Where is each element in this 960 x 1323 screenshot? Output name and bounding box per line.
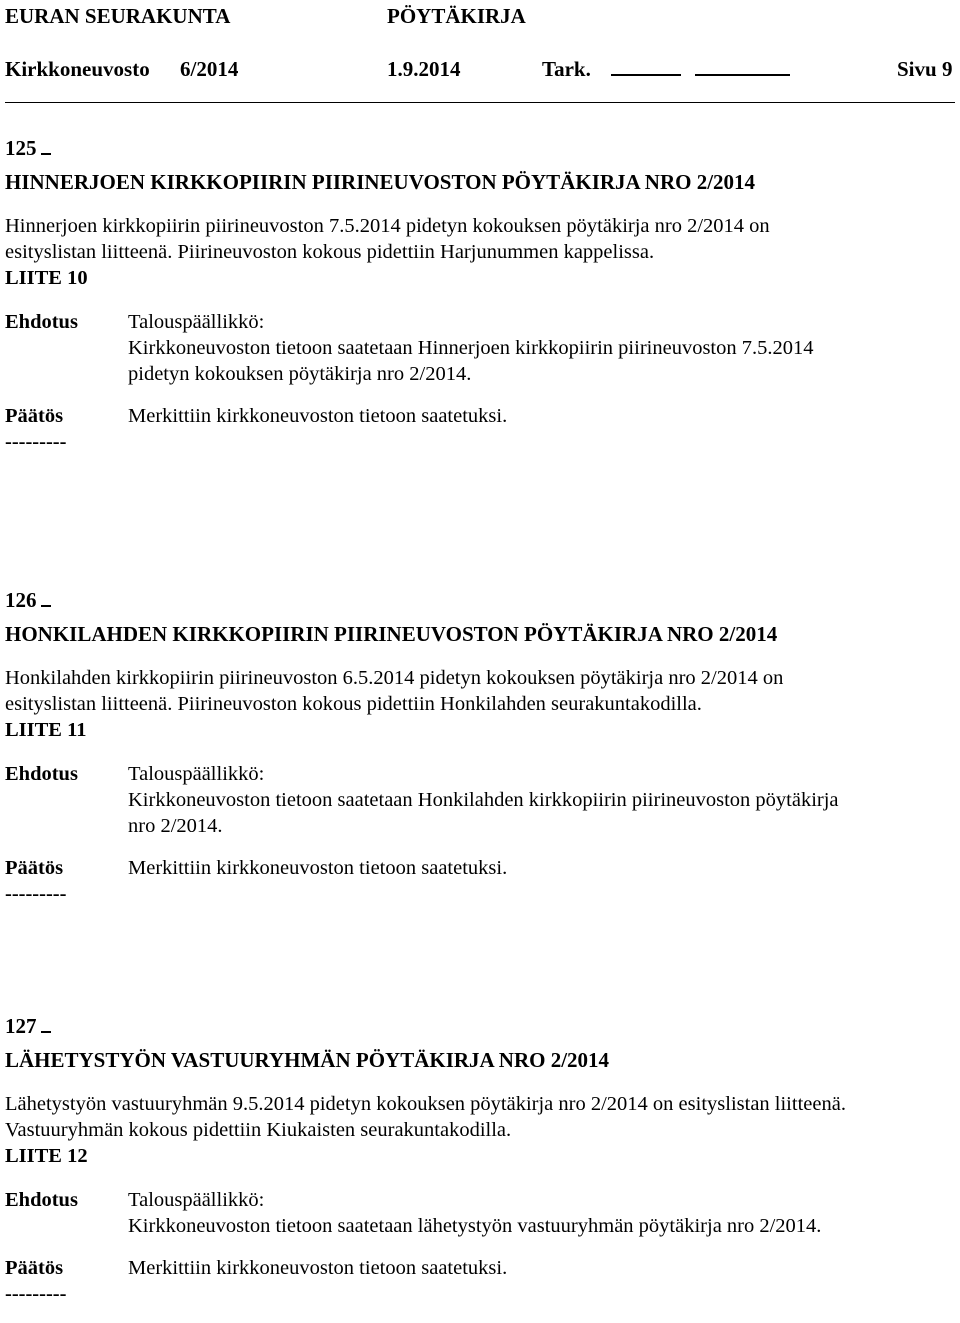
page-number: Sivu 9	[897, 57, 953, 81]
body-line: esityslistan liitteenä. Piirineuvoston kokous pidettiin Harjunummen kappelissa.	[5, 241, 655, 263]
paatos-label: Päätös	[5, 857, 64, 879]
section-body	[5, 1091, 955, 1169]
section-end-dashes: ---------	[5, 1283, 67, 1305]
ehdotus-row	[5, 309, 955, 387]
section-126	[5, 587, 955, 907]
section-title: LÄHETYSTYÖN VASTUURYHMÄN PÖYTÄKIRJA NRO 2/2014	[5, 1048, 610, 1072]
body-line: Hinnerjoen kirkkopiirin piirineuvoston 7.5.2014 pidetyn kokouksen pöytäkirja nro 2/2014 on	[5, 215, 770, 237]
ehdotus-label: Ehdotus	[5, 311, 78, 333]
signature-blank-2	[695, 56, 790, 82]
section-body	[5, 665, 955, 743]
attachment-label: LIITE 10	[5, 267, 88, 289]
ehdotus-line: Talouspäällikkö:	[128, 763, 265, 785]
paatos-label: Päätös	[5, 1257, 64, 1279]
doc-type: PÖYTÄKIRJA	[387, 4, 526, 28]
section-125	[5, 135, 955, 455]
paatos-row	[5, 1255, 955, 1281]
signature-blank-1	[611, 56, 681, 82]
attachment-label: LIITE 12	[5, 1145, 88, 1167]
ehdotus-line: pidetyn kokouksen pöytäkirja nro 2/2014.	[128, 363, 472, 385]
ehdotus-line: Talouspäällikkö:	[128, 311, 265, 333]
section-end-dashes: ---------	[5, 883, 67, 905]
ehdotus-row	[5, 1187, 955, 1239]
paatos-text: Merkittiin kirkkoneuvoston tietoon saatetuksi.	[128, 405, 508, 427]
section-body	[5, 213, 955, 291]
paatos-row	[5, 403, 955, 429]
ehdotus-line: Kirkkoneuvoston tietoon saatetaan lähetystyön vastuuryhmän pöytäkirja nro 2/2014.	[128, 1215, 822, 1237]
body-line: Lähetystyön vastuuryhmän 9.5.2014 pidetyn kokouksen pöytäkirja nro 2/2014 on esityslistan liitteenä.	[5, 1093, 846, 1115]
section-number: 125	[5, 135, 955, 161]
body-line: esityslistan liitteenä. Piirineuvoston kokous pidettiin Honkilahden seurakuntakodilla.	[5, 693, 702, 715]
section-number: 127	[5, 1013, 955, 1039]
section-title: HONKILAHDEN KIRKKOPIIRIN PIIRINEUVOSTON PÖYTÄKIRJA NRO 2/2014	[5, 622, 778, 646]
body-line: Vastuuryhmän kokous pidettiin Kiukaisten seurakuntakodilla.	[5, 1119, 512, 1141]
section-title: HINNERJOEN KIRKKOPIIRIN PIIRINEUVOSTON PÖYTÄKIRJA NRO 2/2014	[5, 170, 756, 194]
attachment-label: LIITE 11	[5, 719, 87, 741]
section-127	[5, 1013, 955, 1307]
ehdotus-label: Ehdotus	[5, 1189, 78, 1211]
meeting-number: 6/2014	[180, 57, 239, 81]
body-line: Honkilahden kirkkopiirin piirineuvoston 6.5.2014 pidetyn kokouksen pöytäkirja nro 2/2014 on	[5, 667, 784, 689]
meeting-body: Kirkkoneuvosto	[5, 57, 150, 81]
paatos-text: Merkittiin kirkkoneuvoston tietoon saatetuksi.	[128, 857, 508, 879]
ehdotus-row	[5, 761, 955, 839]
header-divider	[5, 102, 955, 103]
header-row-meta	[5, 56, 955, 82]
meeting-date: 1.9.2014	[387, 57, 461, 81]
paatos-text: Merkittiin kirkkoneuvoston tietoon saatetuksi.	[128, 1257, 508, 1279]
tark-label: Tark.	[542, 57, 591, 81]
section-number: 126	[5, 587, 955, 613]
paatos-row	[5, 855, 955, 881]
section-end-dashes: ---------	[5, 431, 67, 453]
ehdotus-line: Talouspäällikkö:	[128, 1189, 265, 1211]
ehdotus-line: Kirkkoneuvoston tietoon saatetaan Hinnerjoen kirkkopiirin piirineuvoston 7.5.2014	[128, 337, 814, 359]
ehdotus-label: Ehdotus	[5, 763, 78, 785]
org-name: EURAN SEURAKUNTA	[5, 4, 231, 28]
paatos-label: Päätös	[5, 405, 64, 427]
ehdotus-line: nro 2/2014.	[128, 815, 223, 837]
ehdotus-line: Kirkkoneuvoston tietoon saatetaan Honkilahden kirkkopiirin piirineuvoston pöytäkirja	[128, 789, 839, 811]
